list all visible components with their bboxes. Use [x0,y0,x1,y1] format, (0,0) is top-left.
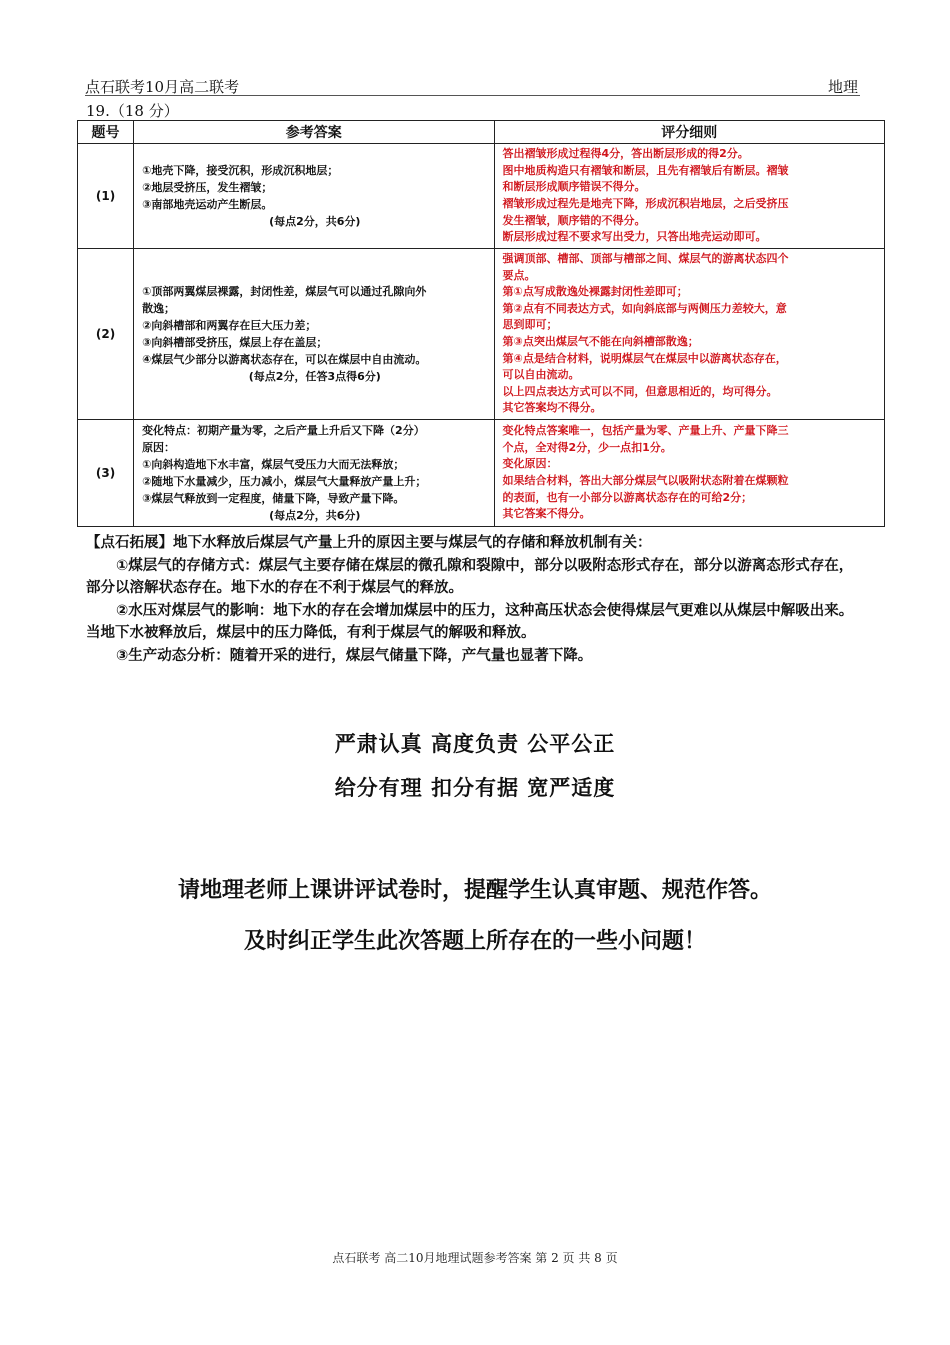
header-reference-answer: 参考答案 [134,121,494,144]
question-number: (2) [78,249,134,420]
criteria-line: 其它答案不得分。 [502,507,591,521]
criteria-line: 第②点有不同表达方式，如向斜底部与两侧压力差较大，意 [502,301,787,315]
answer-score-note: (每点2分，任答3点得6分) [248,370,381,383]
criteria-line: 和断层形成顺序错误不得分。 [502,180,646,194]
criteria-line: 答出褶皱形成过程得4分，答出断层形成的得2分。 [502,147,749,161]
answer-line: ①向斜构造地下水丰富，煤层气受压力大而无法释放； [142,458,405,471]
question-number: (3) [78,420,134,527]
extension-intro: 地下水释放后煤层气产量上升的原因主要与煤层气的存储和释放机制有关： [173,535,652,551]
criteria-line: 变化原因： [502,457,558,471]
extension-section [86,532,866,667]
answer-line: ④煤层气少部分以游离状态存在，可以在煤层中自由流动。 [142,353,427,366]
table-row [78,420,885,527]
criteria-line: 要点。 [502,268,536,282]
criteria-line: 可以自由流动。 [502,368,580,382]
criteria-line: 如果结合材料，答出大部分煤层气以吸附状态附着在煤颗粒 [502,474,789,487]
table-row [78,144,885,249]
scoring-criteria [494,144,885,249]
answer-line: ③煤层气释放到一定程度，储量下降，导致产量下降。 [142,492,405,505]
table-row [78,249,885,420]
question-number: (1) [78,144,134,249]
reference-answer [134,249,494,420]
answer-line: ②随地下水量减少，压力减小，煤层气大量释放产量上升； [142,475,427,488]
criteria-line: 的表面，也有一小部分以游离状态存在的可给2分； [502,490,753,504]
answer-line: 散逸； [142,302,176,315]
criteria-line: 第④点是结合材料，说明煤层气在煤层中以游离状态存在， [502,351,787,365]
criteria-line: 发生褶皱，顺序错的不得分。 [502,213,646,227]
extension-point: ③生产动态分析：随着开采的进行，煤层气储量下降，产气量也显著下降。 [116,647,593,664]
page-footer: 点石联考 高二10月地理试题参考答案 第 2 页 共 8 页 [332,1251,618,1265]
header-divider [85,95,860,96]
extension-point: ①煤层气的存储方式：煤层气主要存储在煤层的微孔隙和裂隙中，部分以吸附态形式存在，部分以游离态形式存在，部分以溶解状态存在。地下水的存在不利于煤层气的释放。 [86,557,854,596]
criteria-line: 图中地质构造只有褶皱和断层，且先有褶皱后有断层。褶皱 [502,163,789,177]
grading-slogan: 给分有理 扣分有据 宽严适度 [334,776,616,800]
criteria-line: 思到即可； [502,318,558,332]
answer-table [77,120,885,527]
answer-line: 变化特点：初期产量为零，之后产量上升后又下降（2分） [142,424,425,437]
answer-line: 原因： [142,441,176,454]
answer-line: ③南部地壳运动产生断层。 [142,198,273,211]
criteria-line: 褶皱形成过程先是地壳下降，形成沉积岩地层，之后受挤压 [502,197,789,210]
criteria-line: 以上四点表达方式可以不同，但意思相近的，均可得分。 [502,384,778,398]
answer-line: ③向斜槽部受挤压，煤层上存在盖层； [142,336,328,349]
answer-score-note: (每点2分，共6分) [269,509,361,522]
header-scoring-criteria: 评分细则 [494,121,885,144]
answer-line: ②向斜槽部和两翼存在巨大压力差； [142,319,317,332]
criteria-line: 断层形成过程不要求写出受力，只答出地壳运动即可。 [502,230,767,244]
extension-intro-paragraph [86,532,866,555]
criteria-line: 强调顶部、槽部、顶部与槽部之间、煤层气的游离状态四个 [502,252,789,266]
extension-label: 【点石拓展】 [86,535,173,551]
scoring-criteria [494,420,885,527]
reference-answer [134,144,494,249]
grading-slogan: 严肃认真 高度负责 公平公正 [334,732,616,756]
answer-line: ②地层受挤压，发生褶皱； [142,181,273,194]
criteria-line: 第①点写成散逸处裸露封闭性差即可； [502,285,688,299]
table-header-row [78,121,885,144]
question-title: 19.（18 分） [86,102,179,120]
header-question-number: 题号 [78,121,134,144]
header-exam-name: 点石联考10月高二联考 [85,78,240,96]
scoring-criteria [494,249,885,420]
answer-line: ①顶部两翼煤层裸露，封闭性差，煤层气可以通过孔隙向外 [142,285,427,298]
criteria-line: 个点，全对得2分，少一点扣1分。 [502,440,672,454]
answer-score-note: (每点2分，共6分) [269,215,361,228]
teacher-reminder: 请地理老师上课讲评试卷时，提醒学生认真审题、规范作答。 [177,878,772,903]
criteria-line: 第③点突出煤层气不能在向斜槽部散逸； [502,335,699,348]
extension-point: ②水压对煤层气的影响：地下水的存在会增加煤层中的压力，这种高压状态会使得煤层气更难以从煤层中解吸出来。当地下水被释放后，煤层中的压力降低，有利于煤层气的解吸和释放。 [86,602,854,641]
answer-line: ①地壳下降，接受沉积，形成沉积地层； [142,164,339,177]
header-subject: 地理 [828,78,859,96]
criteria-line: 变化特点答案唯一，包括产量为零、产量上升、产量下降三 [502,424,789,438]
reference-answer [134,420,494,527]
criteria-line: 其它答案均不得分。 [502,401,602,415]
teacher-reminder: 及时纠正学生此次答题上所存在的一些小问题！ [243,929,706,954]
